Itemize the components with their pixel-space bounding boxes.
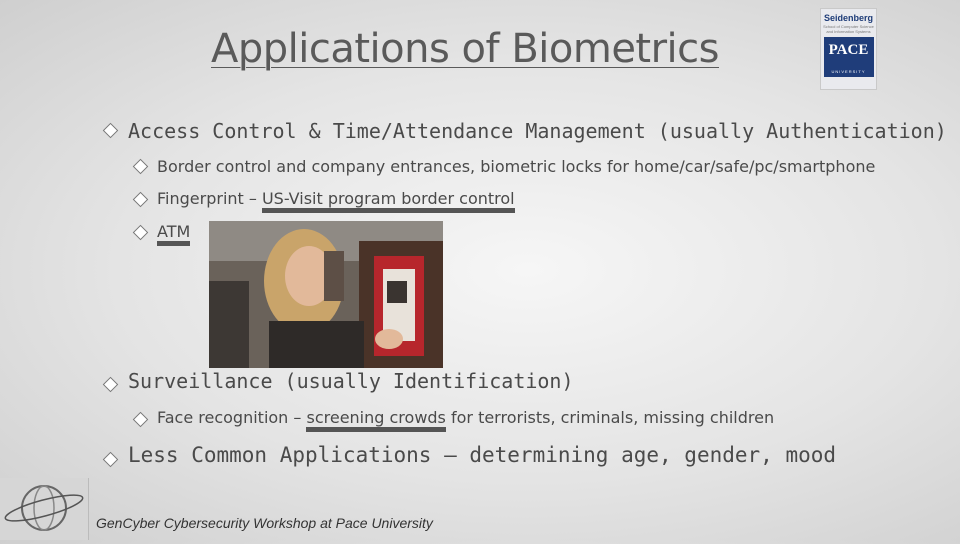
bullet-diamond-icon <box>133 192 149 208</box>
seidenberg-tagline: School of Computer Science and Information Systems <box>823 24 874 34</box>
bullet-diamond-icon <box>103 377 119 393</box>
screening-crowds-link[interactable]: screening crowds <box>306 408 445 432</box>
slide-title: Applications of Biometrics <box>211 26 719 72</box>
kiosk-photo <box>209 221 443 368</box>
bullet-diamond-icon <box>103 452 119 468</box>
bullet-less-common: Less Common Applications – determining age, gender, mood <box>128 443 837 467</box>
pace-wordmark <box>824 37 874 77</box>
bullet-access-control: Access Control & Time/Attendance Management (usually Authentication) <box>128 119 947 143</box>
bullet-diamond-icon <box>133 412 149 428</box>
bullet-border-control: Border control and company entrances, biometric locks for home/car/safe/pc/smartphone <box>157 157 876 176</box>
seidenberg-wordmark: Seidenberg <box>823 13 873 23</box>
bullet-diamond-icon <box>103 123 119 139</box>
atm-link[interactable]: ATM <box>157 222 190 246</box>
fingerprint-prefix: Fingerprint – <box>157 189 262 208</box>
pace-brand-sub: UNIVERSITY <box>831 69 866 74</box>
bullet-fingerprint <box>157 189 515 208</box>
gencyber-logo <box>0 478 89 540</box>
footer-text: GenCyber Cybersecurity Workshop at Pace University <box>96 515 433 531</box>
face-suffix: for terrorists, criminals, missing children <box>445 408 775 427</box>
bullet-face-recognition <box>157 408 774 427</box>
us-visit-link[interactable]: US-Visit program border control <box>262 189 515 213</box>
pace-university-logo <box>820 8 877 90</box>
face-prefix: Face recognition – <box>157 408 307 427</box>
pace-brand: PACE <box>828 42 869 58</box>
bullet-surveillance: Surveillance (usually Identification) <box>128 369 574 393</box>
bullet-atm <box>157 222 190 241</box>
bullet-diamond-icon <box>133 225 149 241</box>
bullet-diamond-icon <box>133 159 149 175</box>
